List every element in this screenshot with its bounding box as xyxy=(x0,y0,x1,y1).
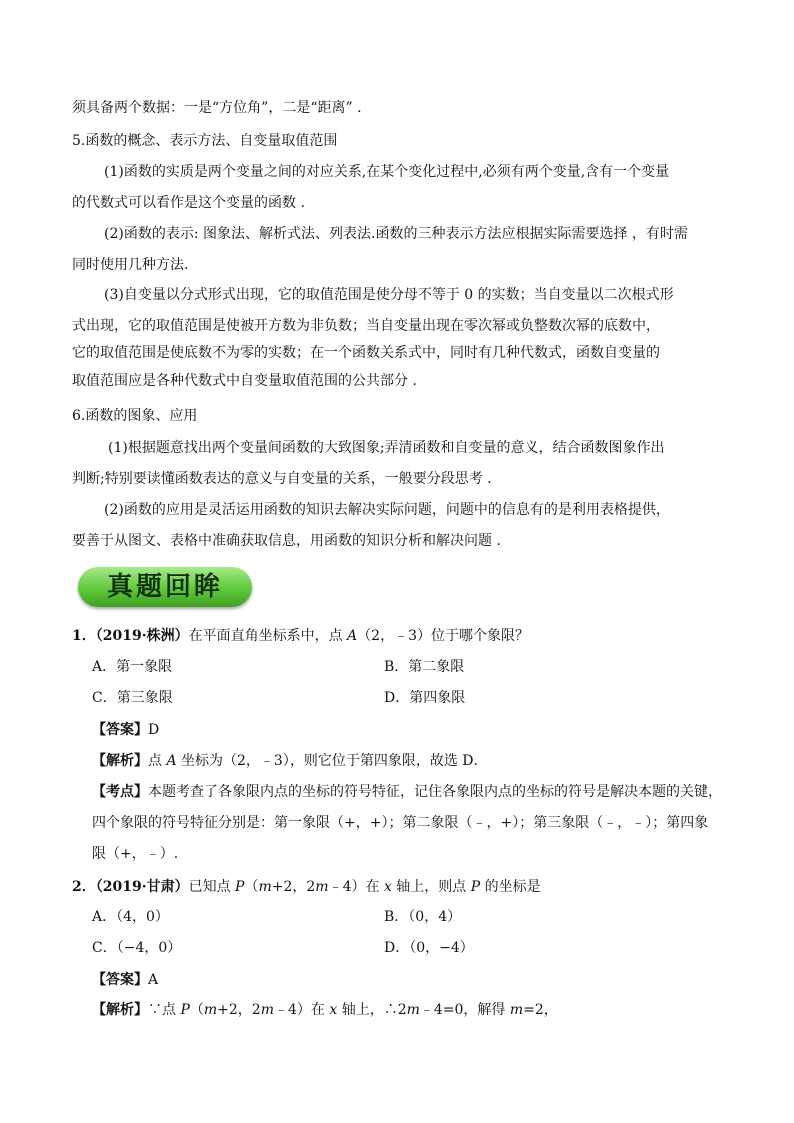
paragraph-line: 取值范围应是各种代数式中自变量取值范围的公共部分 . xyxy=(72,373,417,389)
math-variable: m xyxy=(260,1002,274,1018)
paragraph-line: 判断;特别要读懂函数表达的意义与自变量的关系，一般要分段思考 . xyxy=(72,471,492,487)
option-d: D．第四象限 xyxy=(384,690,466,706)
section-banner xyxy=(78,567,252,607)
option-d: D．（0，−4） xyxy=(384,940,474,956)
analysis-text: 点 xyxy=(148,753,167,769)
option-c: C．第三象限 xyxy=(92,690,173,706)
option-b: B．（0，4） xyxy=(384,909,462,925)
math-variable: A xyxy=(347,628,358,644)
math-variable: m xyxy=(258,879,272,895)
analysis-text: 坐标为（2，﹣3），则它位于第四象限，故选 D． xyxy=(176,753,488,769)
paragraph-line: (1)函数的实质是两个变量之间的对应关系,在某个变化过程中,必须有两个变量,含有一个变量 xyxy=(104,164,670,180)
kaodian-line: 限（+，﹣）. xyxy=(92,846,179,862)
math-variable: x xyxy=(383,879,392,895)
math-variable: m xyxy=(509,1002,524,1018)
analysis-line xyxy=(92,1000,558,1020)
analysis-label: 【解析】 xyxy=(92,753,148,769)
question-text: ﹣4）在 xyxy=(328,879,384,895)
intro-line: 须具备两个数据：一是“方位角”，二是“距离” . xyxy=(72,100,362,116)
math-variable: m xyxy=(203,1002,218,1018)
answer-value: D xyxy=(148,722,160,738)
paragraph-line: (3)自变量以分式形式出现，它的取值范围是使分母不等于 0 的实数；当自变量以二次根式形 xyxy=(104,287,674,303)
math-variable: m xyxy=(315,879,329,895)
analysis-line xyxy=(92,751,488,771)
kaodian-line: 四个象限的符号特征分别是：第一象限（+，+）；第二象限（﹣，+）；第三象限（﹣，﹣）；第四象 xyxy=(92,815,709,831)
question-2-stem xyxy=(72,877,541,897)
analysis-text: 轴上，∴2 xyxy=(337,1002,407,1018)
paragraph-line: (2)函数的应用是灵活运用函数的知识去解决实际问题，问题中的信息有的是利用表格提供， xyxy=(104,502,670,518)
math-variable: A xyxy=(166,753,177,769)
math-variable: P xyxy=(235,879,245,895)
paragraph-line: (1)根据题意找出两个变量间函数的大致图象;弄清函数和自变量的意义，结合函数图象作出 xyxy=(108,440,665,456)
kaodian-text: 本题考查了各象限内点的坐标的符号特征，记住各象限内点的坐标的符号是解决本题的关键， xyxy=(148,784,722,800)
paragraph-line: (2)函数的表示: 图象法、解析式法、列表法.函数的三种表示方法应根据实际需要选择 ，有时需 xyxy=(104,226,688,242)
answer-label: 【答案】 xyxy=(92,972,148,988)
question-source: （2019·甘肃） xyxy=(95,879,189,895)
analysis-text: ﹣4=0，解得 xyxy=(419,1002,510,1018)
option-a: A．（4，0） xyxy=(92,909,169,925)
answer-line xyxy=(92,720,159,740)
question-text: （ xyxy=(244,879,259,895)
answer-value: A xyxy=(148,972,159,988)
paragraph-line: 的代数式可以看作是这个变量的函数 . xyxy=(72,195,305,211)
analysis-label: 【解析】 xyxy=(92,1002,148,1018)
analysis-text: +2，2 xyxy=(217,1002,261,1018)
question-source: （2019·株洲） xyxy=(95,628,189,644)
paragraph-line: 式出现，它的取值范围是使被开方数为非负数；当自变量出现在零次幂或负整数次幂的底数中， xyxy=(72,318,660,334)
math-variable: m xyxy=(406,1002,420,1018)
analysis-text: （ xyxy=(189,1002,204,1018)
math-variable: x xyxy=(329,1002,338,1018)
paragraph-line: 同时使用几种方法. xyxy=(72,257,189,273)
banner-title: 真题回眸 xyxy=(106,572,223,602)
question-number: 2． xyxy=(72,879,96,895)
question-text: 已知点 xyxy=(188,879,236,895)
question-text: （2，﹣3）位于哪个象限？ xyxy=(357,628,529,644)
question-text: +2，2 xyxy=(271,879,316,895)
option-c: C．（−4，0） xyxy=(92,940,182,956)
question-text: 轴上，则点 xyxy=(391,879,471,895)
option-b: B．第二象限 xyxy=(384,659,465,675)
paragraph-line: 它的取值范围是使底数不为零的实数；在一个函数关系式中，同时有几种代数式，函数自变量的 xyxy=(72,345,660,361)
analysis-text: =2， xyxy=(523,1002,558,1018)
kaodian-line xyxy=(92,782,722,802)
question-text: 的坐标是 xyxy=(480,879,541,895)
question-1-stem xyxy=(72,626,529,646)
analysis-text: ﹣4）在 xyxy=(273,1002,330,1018)
analysis-text: ∵点 xyxy=(148,1002,181,1018)
kaodian-label: 【考点】 xyxy=(92,784,148,800)
math-variable: P xyxy=(470,879,481,895)
paragraph-line: 要善于从图文、表格中准确获取信息，用函数的知识分析和解决问题 . xyxy=(72,533,501,549)
section-heading-5: 5.函数的概念、表示方法、自变量取值范围 xyxy=(72,133,338,149)
section-heading-6: 6.函数的图象、应用 xyxy=(72,408,198,424)
answer-label: 【答案】 xyxy=(92,722,148,738)
question-text: 在平面直角坐标系中，点 xyxy=(188,628,348,644)
option-a: A．第一象限 xyxy=(92,659,173,675)
answer-line xyxy=(92,970,158,990)
math-variable: P xyxy=(180,1002,190,1018)
question-number: 1． xyxy=(72,628,96,644)
